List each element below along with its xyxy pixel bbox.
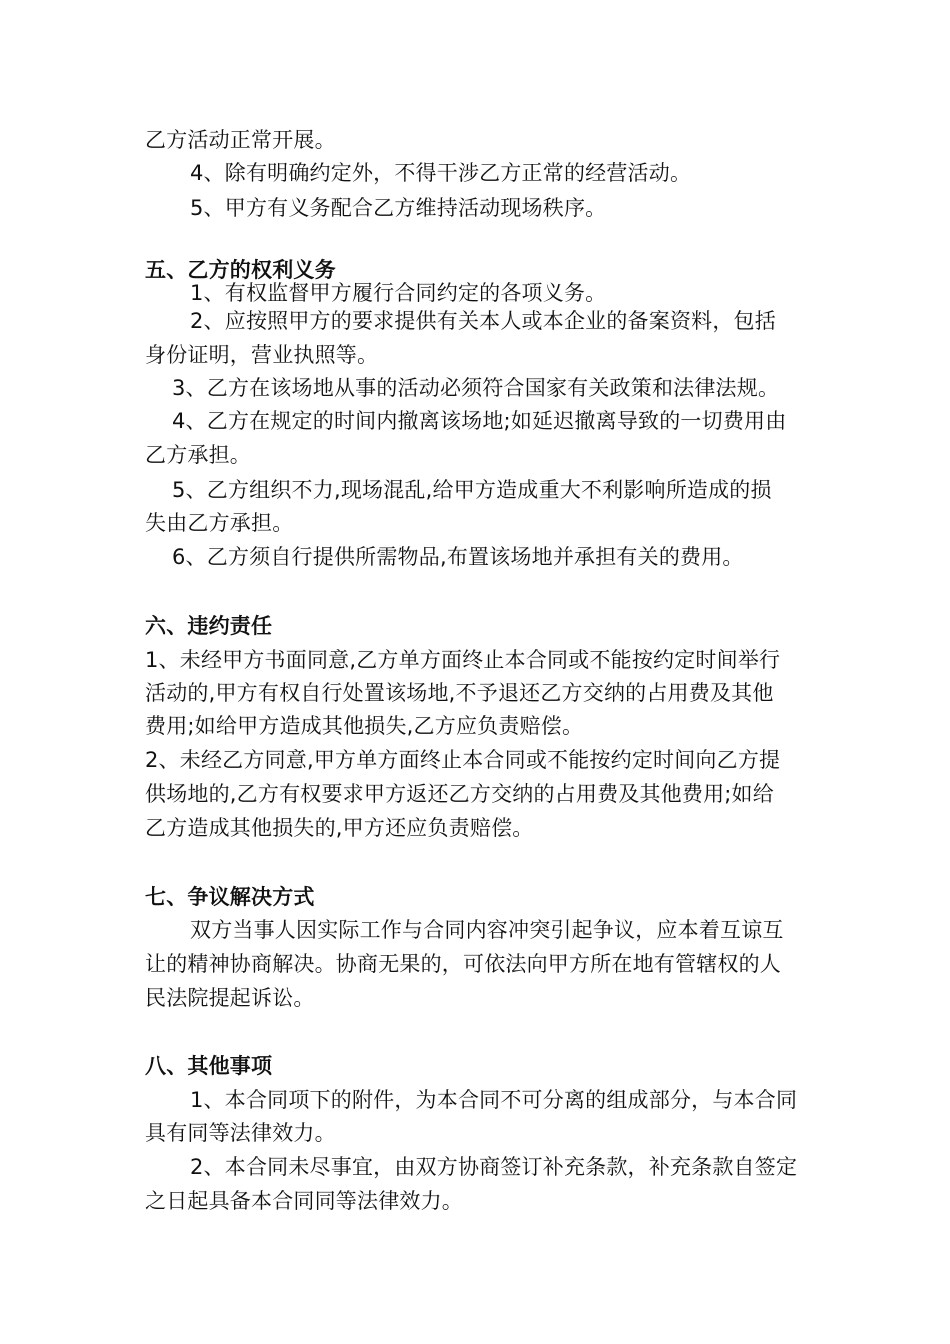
text-line: 身份证明，营业执照等。 — [145, 343, 379, 367]
text-line: 之日起具备本合同同等法律效力。 — [145, 1189, 463, 1213]
text-line: 4、乙方在规定的时间内撤离该场地;如延迟撤离导致的一切费用由 — [172, 409, 787, 433]
text-line: 5、甲方有义务配合乙方维持活动现场秩序。 — [190, 196, 607, 220]
text-line: 乙方造成其他损失的,甲方还应负责赔偿。 — [145, 816, 534, 840]
text-line: 民法院提起诉讼。 — [145, 986, 315, 1010]
text-line: 6、乙方须自行提供所需物品,布置该场地并承担有关的费用。 — [172, 545, 744, 569]
text-line: 让的精神协商解决。协商无果的，可依法向甲方所在地有管辖权的人 — [145, 952, 781, 976]
text-line: 1、未经甲方书面同意,乙方单方面终止本合同或不能按约定时间举行 — [145, 648, 781, 672]
text-line: 1、有权监督甲方履行合同约定的各项义务。 — [190, 281, 607, 305]
text-line: 活动的,甲方有权自行处置该场地,不予退还乙方交纳的占用费及其他 — [145, 681, 774, 705]
text-line: 供场地的,乙方有权要求甲方返还乙方交纳的占用费及其他费用;如给 — [145, 782, 774, 806]
text-line: 乙方活动正常开展。 — [145, 128, 336, 152]
section-heading: 六、违约责任 — [145, 614, 273, 638]
section-heading: 八、其他事项 — [145, 1054, 273, 1078]
text-line: 4、除有明确约定外，不得干涉乙方正常的经营活动。 — [190, 161, 692, 185]
text-line: 双方当事人因实际工作与合同内容冲突引起争议，应本着互谅互 — [190, 918, 784, 942]
text-line: 5、乙方组织不力,现场混乱,给甲方造成重大不利影响所造成的损 — [172, 478, 772, 502]
text-line: 1、本合同项下的附件，为本合同不可分离的组成部分，与本合同 — [190, 1088, 798, 1112]
text-line: 失由乙方承担。 — [145, 511, 294, 535]
section-heading: 五、乙方的权利义务 — [145, 258, 336, 282]
text-line: 2、本合同未尽事宜，由双方协商签订补充条款，补充条款自签定 — [190, 1155, 798, 1179]
section-heading: 七、争议解决方式 — [145, 885, 315, 909]
text-line: 3、乙方在该场地从事的活动必须符合国家有关政策和法律法规。 — [172, 376, 780, 400]
text-line: 2、未经乙方同意,甲方单方面终止本合同或不能按约定时间向乙方提 — [145, 748, 781, 772]
text-line: 具有同等法律效力。 — [145, 1121, 336, 1145]
text-line: 乙方承担。 — [145, 443, 251, 467]
text-line: 2、应按照甲方的要求提供有关本人或本企业的备案资料，包括 — [190, 309, 776, 333]
text-line: 费用;如给甲方造成其他损失,乙方应负责赔偿。 — [145, 714, 584, 738]
